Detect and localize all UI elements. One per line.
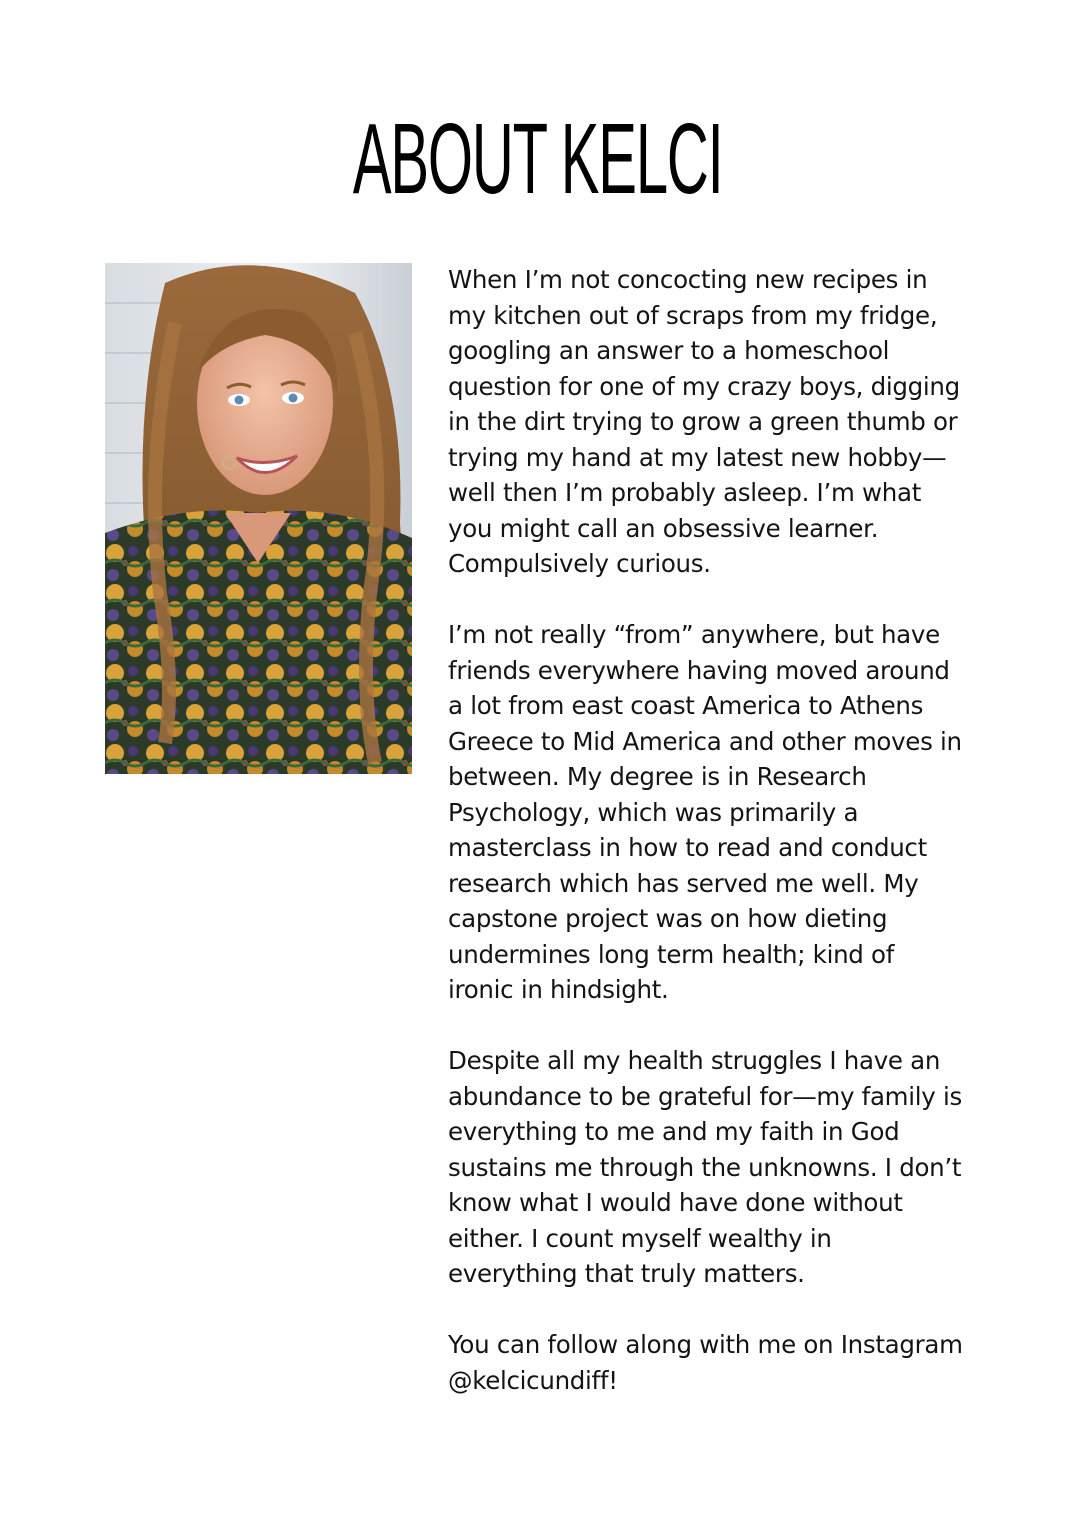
- portrait-photo: [105, 263, 412, 774]
- page-title: [0, 104, 1075, 214]
- bio-paragraph: I’m not really “from” anywhere, but have friends everywhere having moved around a lot from east coast America to Athens Greece to Mid America and other moves in between. My degree is in Research Psychology, which was primarily a masterclass in how to read and conduct research which has served me well. My capstone project was on how dieting undermines long term health; kind of ironic in hindsight.: [448, 620, 962, 1004]
- bio-paragraph: Despite all my health struggles I have an abundance to be grateful for—my family is everything to me and my faith in God sustains me through the unknowns. I don’t know what I would have done without either. I count myself wealthy in everything that truly matters.: [448, 1046, 962, 1288]
- bio-text: [448, 262, 983, 1434]
- page-title-text: ABOUT KELCI: [352, 103, 723, 215]
- bio-paragraph: When I’m not concocting new recipes in my kitchen out of scraps from my fridge, googling an answer to a homeschool question for one of my crazy boys, digging in the dirt trying to grow a green thumb or trying my hand at my latest new hobby— well then I’m probably asleep. I’m what you might call an obsessive learner. Compulsively curious.: [448, 265, 960, 578]
- bio-paragraph: You can follow along with me on Instagram @kelcicundiff!: [448, 1330, 963, 1395]
- portrait-photo-icon: [105, 263, 412, 774]
